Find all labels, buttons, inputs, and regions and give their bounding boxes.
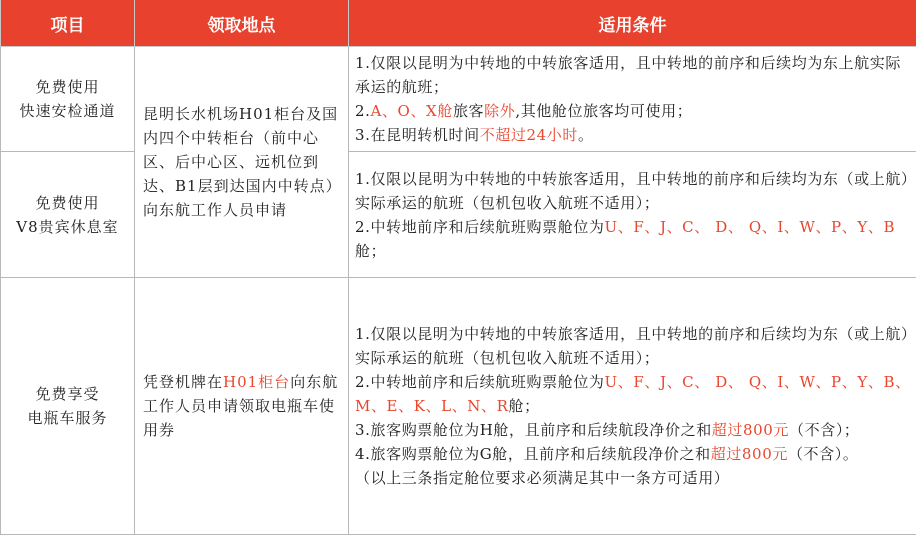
header-location: 领取地点 (135, 0, 349, 47)
row-fast-security (1, 47, 916, 152)
item-line: 免费使用 (35, 193, 100, 212)
item-cell (1, 47, 135, 152)
header-conditions: 适用条件 (349, 0, 916, 47)
item-line: 免费享受 (35, 385, 100, 403)
row-electric-cart (1, 278, 916, 535)
text-segment: （以上三条指定舱位要求必须满足其中一条方可适用） (355, 469, 730, 487)
conditions-cell (349, 278, 916, 535)
highlight-text: U、F、J、C、 D、 Q、I、W、P、Y、B、M、E、K、L、N、R (355, 373, 911, 415)
text-segment: 4.旅客购票舱位为G舱，且前序和后续航段净价之和 (355, 445, 711, 463)
text-segment: 3.旅客购票舱位为H舱，且前序和后续航段净价之和 (355, 421, 712, 439)
highlight-text: A、O、X舱 (370, 102, 453, 120)
text-segment: 凭登机牌在 (143, 373, 224, 391)
highlight-text: 超过800元 (710, 445, 788, 463)
item-line: 快速安检通道 (19, 102, 116, 120)
text-segment: （不含）； (789, 421, 860, 439)
location-cell-shared: 昆明长水机场H01柜台及国内四个中转柜台（前中心区、后中心区、远机位到达、B1层到达国内中转点）向东航工作人员申请 (135, 47, 349, 278)
condition-line (355, 99, 912, 123)
condition-line (355, 466, 912, 490)
condition-line (355, 322, 912, 370)
text-segment: 。 (578, 126, 594, 144)
item-line: 免费使用 (35, 78, 100, 96)
condition-line (355, 370, 912, 418)
text-segment: 3.在昆明转机时间 (355, 126, 480, 144)
item-cell (1, 152, 135, 278)
text-segment: 1.仅限以昆明为中转地的中转旅客适用，且中转地的前序和后续均为东（或上航）实际承运的航班（包机包收入航班不适用）； (355, 169, 910, 212)
text-segment: ,其他舱位旅客均可使用； (515, 102, 693, 120)
item-line: 电瓶车服务 (27, 409, 108, 427)
conditions-cell (349, 152, 916, 278)
condition-line (355, 167, 912, 215)
text-segment: 向东航工作人员申请领取电瓶车使用券 (143, 373, 339, 439)
text-segment: 旅客 (452, 102, 485, 120)
text-segment: 1.仅限以昆明为中转地的中转旅客适用，且中转地的前序和后续均为东上航实际承运的航班； (355, 54, 901, 96)
highlight-text: 超过800元 (711, 421, 790, 439)
highlight-text: U、F、J、C、 D、 Q、I、W、P、Y、B (604, 217, 896, 236)
condition-line (355, 123, 912, 147)
text-segment: 2.中转地前序和后续航班购票舱位为 (355, 217, 605, 236)
item-line: V8贵宾休息室 (16, 217, 119, 236)
highlight-text: H01柜台 (223, 373, 291, 391)
text-segment: 舱； (355, 241, 387, 260)
condition-line (355, 418, 912, 442)
condition-line (355, 51, 912, 99)
item-cell (1, 278, 135, 535)
text-segment: 2.中转地前序和后续航班购票舱位为 (355, 373, 605, 391)
header-item: 项目 (1, 0, 135, 47)
conditions-cell (349, 47, 916, 152)
condition-line (355, 442, 912, 466)
text-segment: 舱； (508, 397, 540, 415)
location-cell (135, 278, 349, 535)
text-segment: 2. (355, 102, 371, 120)
text-segment: （不含）。 (787, 445, 859, 463)
highlight-text: 不超过24小时 (479, 126, 579, 144)
header-row (1, 0, 916, 47)
condition-line (355, 215, 912, 263)
text-segment: 1.仅限以昆明为中转地的中转旅客适用，且中转地的前序和后续均为东（或上航）实际承运的航班（包机包收入航班不适用）； (355, 325, 910, 367)
highlight-text: 除外 (484, 102, 516, 120)
